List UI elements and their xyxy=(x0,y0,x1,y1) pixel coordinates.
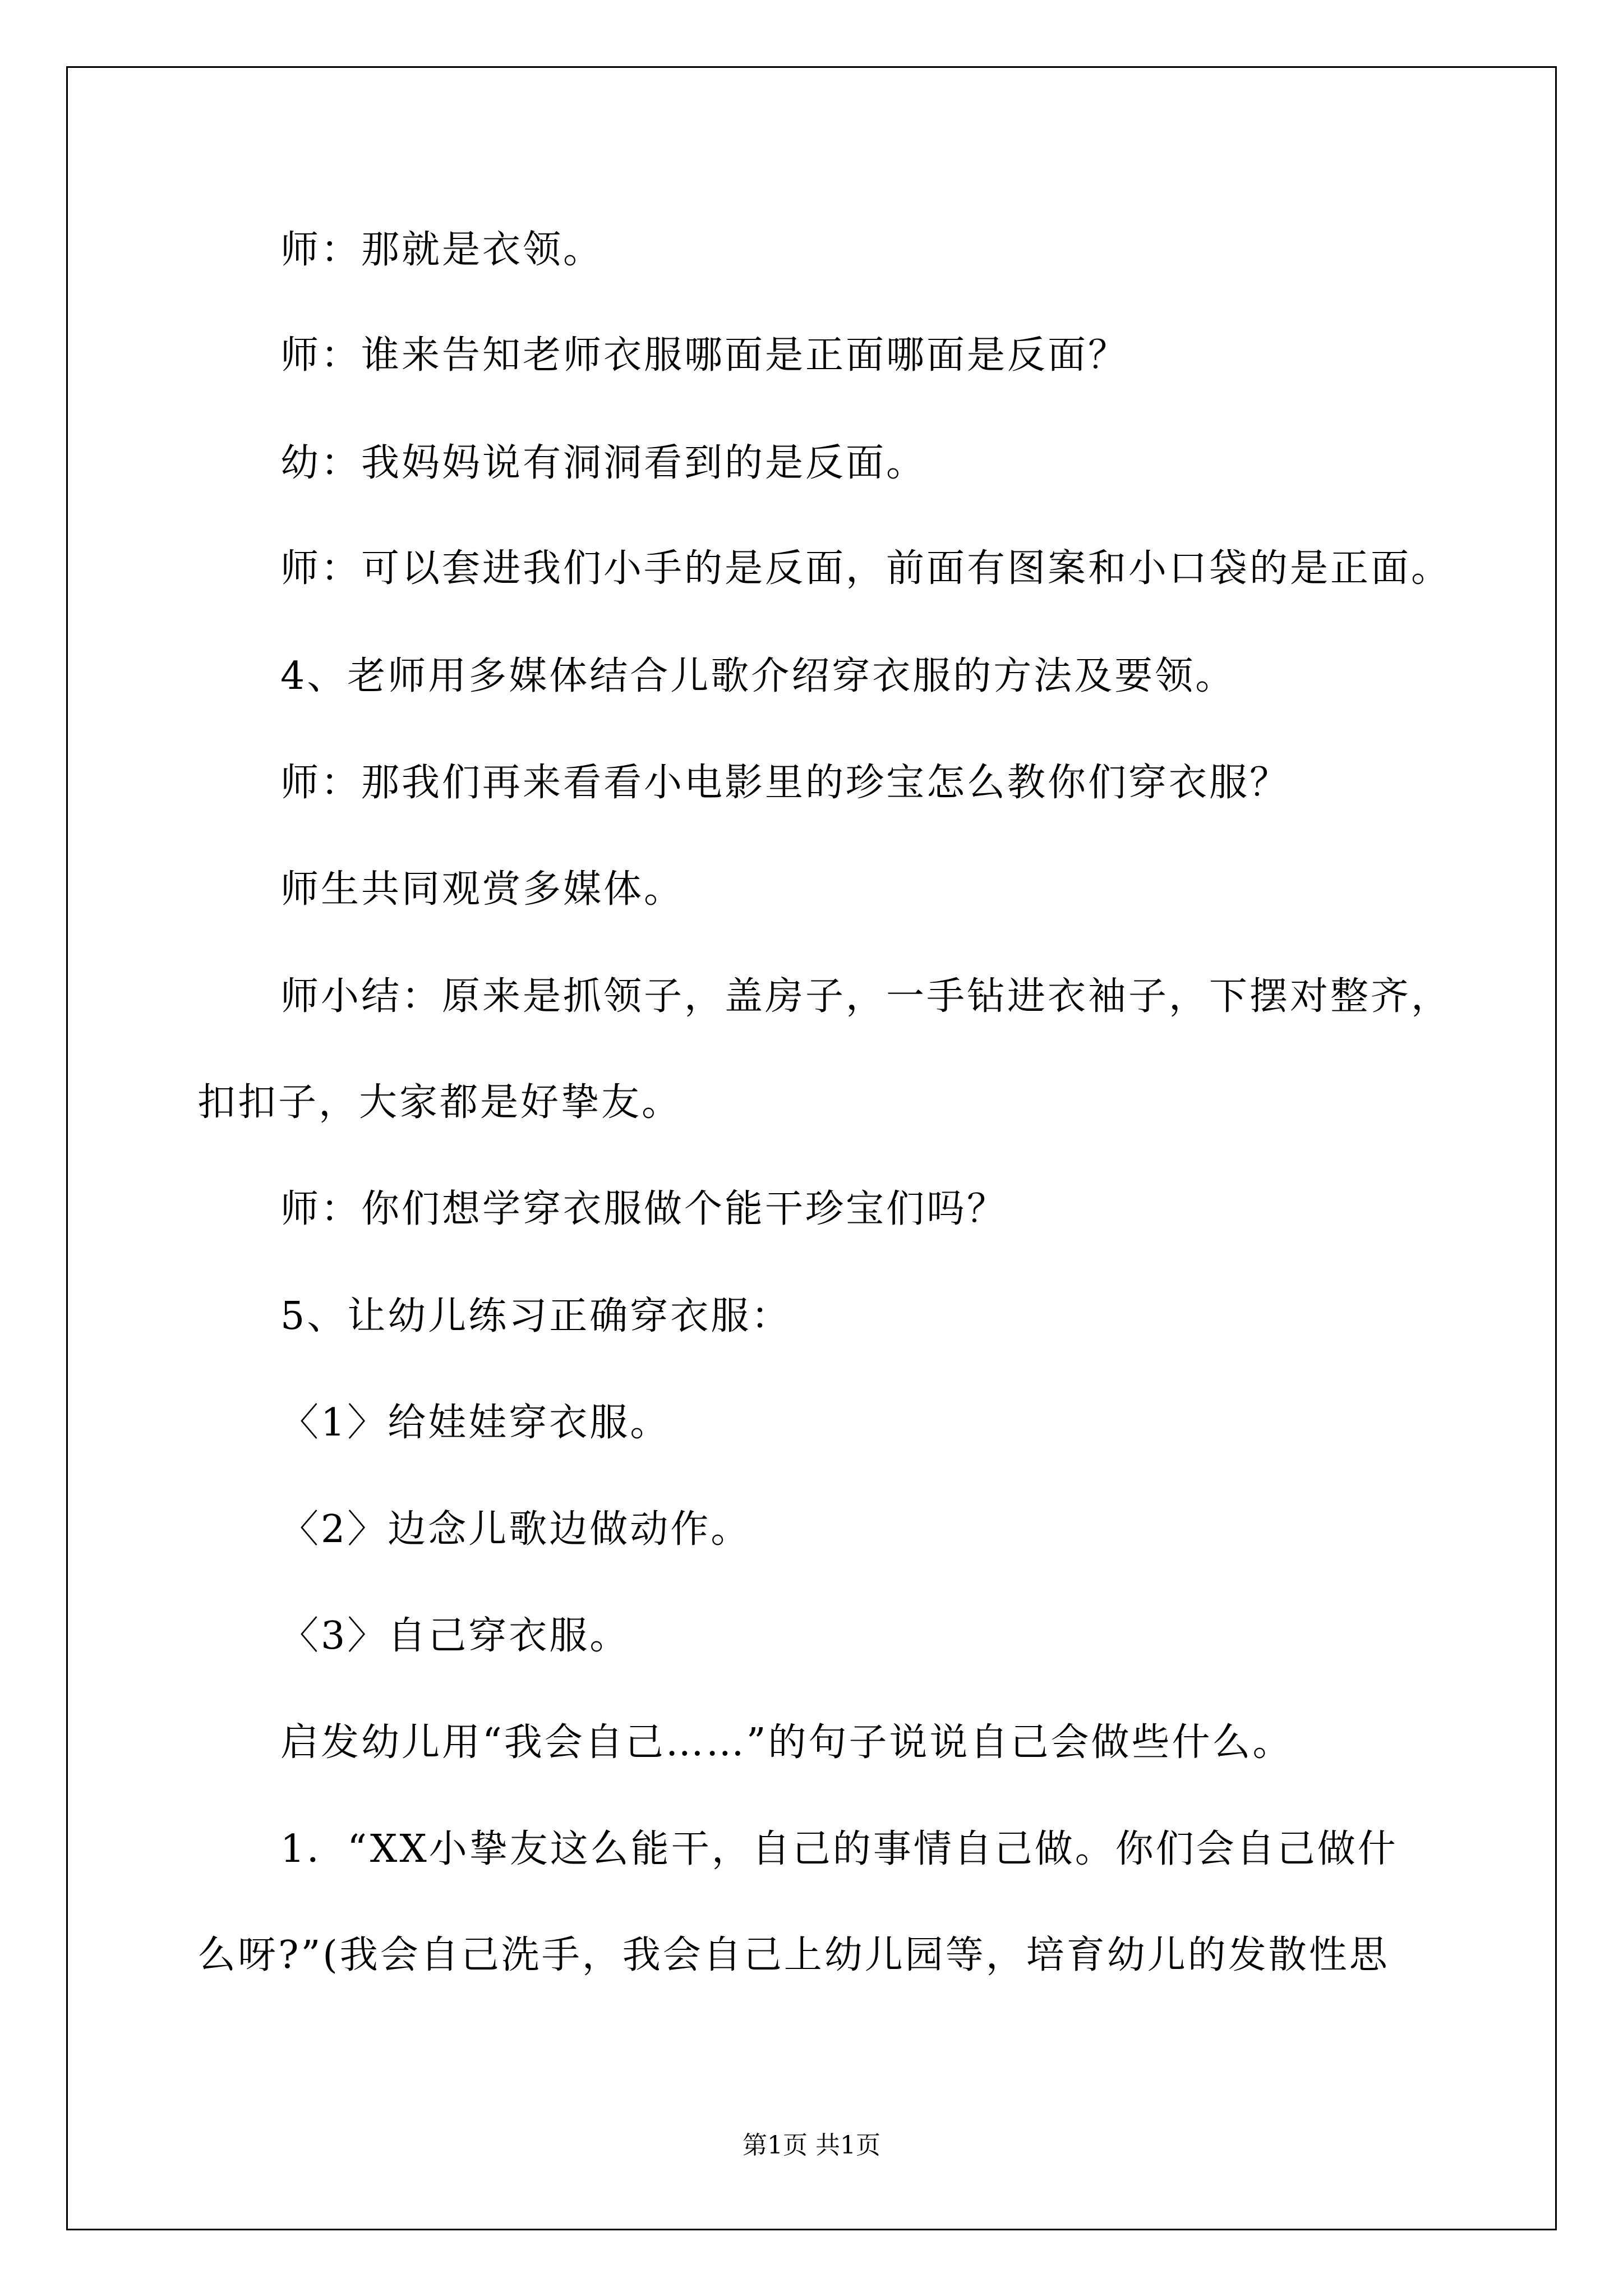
paragraph-line: 师：可以套进我们小手的是反面，前面有图案和小口袋的是正面。 xyxy=(280,546,1452,591)
paragraph-line: 扣扣子，大家都是好挚友。 xyxy=(197,1080,683,1125)
paragraph-line: 师：那就是衣领。 xyxy=(280,228,604,272)
list-item: 〈3〉自己穿衣服。 xyxy=(280,1614,630,1658)
list-item: 〈2〉边念儿歌边做动作。 xyxy=(280,1507,751,1552)
paragraph-line: 么呀?”(我会自己洗手，我会自己上幼儿园等，培育幼儿的发散性思 xyxy=(197,1933,1390,1977)
paragraph-line: 师生共同观赏多媒体。 xyxy=(280,867,685,912)
paragraph-line: 5、让幼儿练习正确穿衣服： xyxy=(280,1294,792,1338)
paragraph-line: 师：你们想学穿衣服做个能干珍宝们吗？ xyxy=(280,1187,1008,1231)
paragraph-line: 幼：我妈妈说有洞洞看到的是反面。 xyxy=(280,441,927,485)
paragraph-line: 启发幼儿用“我会自己……”的句子说说自己会做些什么。 xyxy=(280,1720,1293,1765)
paragraph-line: 师：那我们再来看看小电影里的珍宝怎么教你们穿衣服？ xyxy=(280,761,1290,805)
list-item: 〈1〉给娃娃穿衣服。 xyxy=(280,1401,671,1445)
paragraph-line: 师小结：原来是抓领子，盖房子，一手钻进衣袖子，下摆对整齐， xyxy=(280,974,1452,1019)
paragraph-line: 1．“XX小挚友这么能干，自己的事情自己做。你们会自己做什 xyxy=(280,1827,1398,1871)
page-number-footer: 第1页 共1页 xyxy=(743,2131,880,2160)
paragraph-line: 4、老师用多媒体结合儿歌介绍穿衣服的方法及要领。 xyxy=(280,654,1236,698)
paragraph-line: 师：谁来告知老师衣服哪面是正面哪面是反面？ xyxy=(280,333,1129,378)
